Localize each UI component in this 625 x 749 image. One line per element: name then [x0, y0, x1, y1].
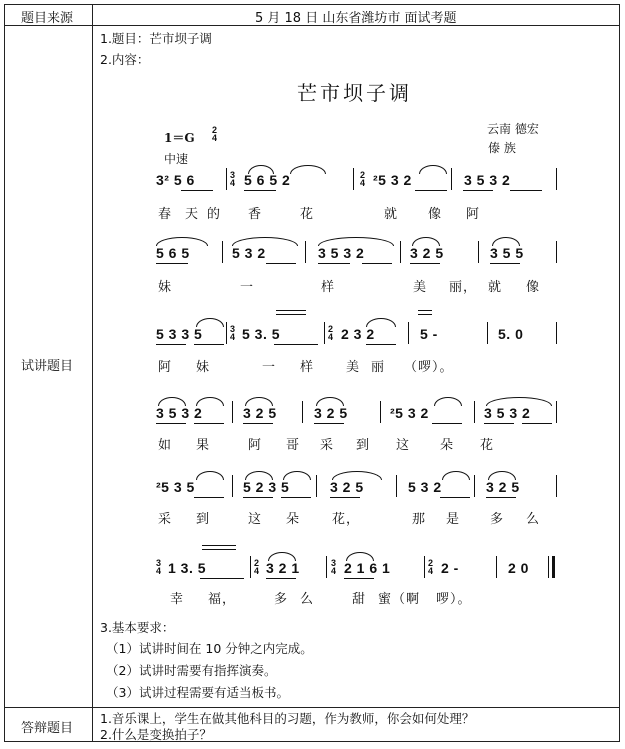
- beam-line: [486, 497, 516, 498]
- lyric: （啰）。: [404, 360, 454, 375]
- barline: [474, 401, 475, 423]
- lyric: 就: [384, 207, 399, 222]
- barline: [556, 322, 557, 344]
- score-measure: 1 3. 5: [168, 560, 207, 576]
- lyric: 美: [346, 360, 361, 375]
- score-measure: 3 2 5: [410, 245, 444, 261]
- lyric: 春: [158, 207, 173, 222]
- barline: [305, 241, 306, 263]
- beam-line: [522, 423, 552, 424]
- lyric: 阿: [248, 438, 263, 453]
- score-measure: 5 6 5 2: [244, 172, 291, 188]
- lyric: 到: [356, 438, 371, 453]
- beam-line: [243, 423, 273, 424]
- lyric: 朵: [286, 512, 301, 527]
- lyric: 采: [320, 438, 335, 453]
- lyric: 啰）。: [436, 592, 472, 607]
- lyric: 那: [412, 512, 427, 527]
- lyric: 的: [207, 207, 222, 222]
- lyric: 这: [396, 438, 411, 453]
- beam-line: [194, 497, 224, 498]
- trial-label: 试讲题目: [21, 359, 74, 374]
- lyric: 妹: [196, 360, 211, 375]
- barline: [556, 475, 557, 497]
- score-measure: 3 5 5: [490, 245, 524, 261]
- beam-line: [366, 344, 396, 345]
- beam-line: [281, 497, 311, 498]
- beam-line: [243, 497, 273, 498]
- lyric: 香: [248, 207, 263, 222]
- time-signature: 2 4: [254, 558, 260, 576]
- lyric: 样: [300, 360, 315, 375]
- lyric: 福，: [208, 592, 237, 607]
- score-measure: 2 -: [441, 560, 459, 576]
- requirement-item: （1）试讲时间在 10 分钟之内完成。: [106, 641, 313, 656]
- trial-content-label: 2.内容：: [100, 52, 150, 67]
- score-measure: 5 -: [420, 326, 438, 342]
- beam-line: [415, 190, 447, 191]
- barline: [302, 401, 303, 423]
- beam-line: [440, 497, 470, 498]
- defense-label: 答辩题目: [21, 721, 74, 736]
- barline: [451, 168, 452, 190]
- header-label: 题目来源: [21, 11, 74, 26]
- barline: [324, 322, 325, 344]
- barline: [380, 401, 381, 423]
- score-measure: 3 5 3 2: [318, 245, 365, 261]
- header-value: 5 月 18 日 山东省潍坊市 面试考题: [255, 11, 457, 26]
- score-measure: 2 0: [508, 560, 529, 576]
- time-signature: 2 4: [360, 170, 366, 188]
- lyric: 甜: [352, 592, 367, 607]
- score-measure: 3 2 1: [266, 560, 300, 576]
- score-measure: 5 2 3 5: [243, 479, 290, 495]
- beam-line: [266, 263, 296, 264]
- score-measure: 5 3 2: [232, 245, 266, 261]
- lyric: 天: [185, 207, 200, 222]
- lyric: 采: [158, 512, 173, 527]
- score-measure: 2 1 6 1: [344, 560, 391, 576]
- lyric: 多: [274, 592, 289, 607]
- lyric: 丽: [371, 360, 386, 375]
- beam-line: [344, 578, 374, 579]
- barline: [474, 475, 475, 497]
- beam-line: [194, 344, 224, 345]
- barline: [232, 475, 233, 497]
- barline: [496, 556, 497, 578]
- barline: [226, 322, 227, 344]
- lyric: 一: [262, 360, 277, 375]
- barline: [400, 241, 401, 263]
- score-ethnicity: 傣 族: [488, 141, 516, 155]
- trial-topic: 1.题目：芒市坝子调: [100, 31, 212, 46]
- beam-line: [156, 344, 186, 345]
- barline: [424, 556, 425, 578]
- score-measure: 5 6 5: [156, 245, 190, 261]
- lyric: 美: [413, 280, 428, 295]
- score-key: 1＝G: [164, 131, 195, 145]
- lyric: 到: [196, 512, 211, 527]
- ornament-mark: [202, 545, 236, 550]
- beam-line: [490, 263, 520, 264]
- lyric: 哥: [286, 438, 301, 453]
- barline: [408, 322, 409, 344]
- time-signature: 2 4: [428, 558, 434, 576]
- barline: [232, 401, 233, 423]
- lyric: 朵: [440, 438, 455, 453]
- beam-line: [156, 423, 186, 424]
- defense-question: 2.什么是变换拍子？: [100, 727, 212, 742]
- time-signature: 3 4: [156, 558, 162, 576]
- score-measure: 2 3 2: [341, 326, 375, 342]
- barline: [556, 168, 557, 190]
- lyric: 花，: [332, 512, 361, 527]
- beam-line: [432, 423, 462, 424]
- ornament-mark: [418, 310, 432, 315]
- final-barline: [548, 556, 555, 578]
- table-divider: [5, 707, 619, 708]
- barline: [396, 475, 397, 497]
- beam-line: [194, 423, 224, 424]
- barline: [556, 241, 557, 263]
- requirement-item: （3）试讲过程需要有适当板书。: [106, 685, 289, 700]
- lyric: 这: [248, 512, 263, 527]
- lyric: 丽，: [449, 280, 478, 295]
- lyric: 阿: [466, 207, 481, 222]
- lyric: 一: [240, 280, 255, 295]
- score-measure: 3 2 5: [243, 405, 277, 421]
- barline: [353, 168, 354, 190]
- barline: [316, 475, 317, 497]
- beam-line: [318, 263, 350, 264]
- lyric: 幸: [170, 592, 185, 607]
- time-signature: 3 4: [230, 324, 236, 342]
- lyric: 像: [526, 280, 541, 295]
- barline: [222, 241, 223, 263]
- barline: [326, 556, 327, 578]
- requirement-item: （2）试讲时需要有指挥演奏。: [106, 663, 277, 678]
- lyric: 就: [488, 280, 503, 295]
- beam-line: [410, 263, 440, 264]
- lyric: 像: [428, 207, 443, 222]
- barline: [487, 322, 488, 344]
- score-tempo: 中速: [164, 152, 189, 166]
- score-measure: 3 2 5: [330, 479, 364, 495]
- score-measure: 3 2 5: [314, 405, 348, 421]
- score-origin: 云南 德宏: [487, 122, 539, 136]
- beam-line: [274, 344, 318, 345]
- barline: [226, 168, 227, 190]
- score-measure: ²5 3 2: [373, 172, 412, 188]
- beam-line: [314, 423, 344, 424]
- score-measure: 5 3 3 5: [156, 326, 203, 342]
- beam-line: [200, 578, 244, 579]
- score-measure: 5 3. 5: [242, 326, 281, 342]
- time-signature: 3 4: [230, 170, 236, 188]
- score-measure: 3 5 3 2: [484, 405, 531, 421]
- ornament-mark: [276, 310, 306, 315]
- lyric: 花: [300, 207, 315, 222]
- lyric: 样: [321, 280, 336, 295]
- lyric: 么: [300, 592, 315, 607]
- defense-question: 1.音乐课上，学生在做其他科目的习题，作为教师，你会如何处理？: [100, 711, 475, 726]
- lyric: 多: [490, 512, 505, 527]
- score-time-signature: 2 4: [212, 125, 218, 143]
- score-measure: ²5 3 5: [156, 479, 195, 495]
- beam-line: [463, 190, 493, 191]
- beam-line: [362, 263, 392, 264]
- score-measure: ²5 3 2: [390, 405, 429, 421]
- beam-line: [266, 578, 296, 579]
- lyric: 阿: [158, 360, 173, 375]
- beam-line: [484, 423, 514, 424]
- barline: [250, 556, 251, 578]
- score-measure: 3 5 3 2: [464, 172, 511, 188]
- lyric: 如: [158, 438, 173, 453]
- beam-line: [330, 497, 360, 498]
- table-column-divider: [92, 5, 93, 741]
- score-measure: 5. 0: [498, 326, 524, 342]
- lyric: 是: [446, 512, 461, 527]
- score-measure: 3 2 5: [486, 479, 520, 495]
- barline: [556, 401, 557, 423]
- lyric: 果: [196, 438, 211, 453]
- time-signature: 2 4: [328, 324, 334, 342]
- lyric: 蜜（啊: [378, 592, 421, 607]
- beam-line: [156, 263, 188, 264]
- barline: [478, 241, 479, 263]
- lyric: 么: [526, 512, 541, 527]
- score-measure: 3 5 3 2: [156, 405, 203, 421]
- lyric: 花: [480, 438, 495, 453]
- time-signature: 3 4: [331, 558, 337, 576]
- lyric: 妹: [158, 280, 173, 295]
- score-title: 芒市坝子调: [297, 81, 412, 105]
- score-measure: 3² 5 6: [156, 172, 195, 188]
- beam-line: [181, 190, 213, 191]
- score-measure: 5 3 2: [408, 479, 442, 495]
- requirements-label: 3.基本要求：: [100, 620, 175, 635]
- beam-line: [244, 190, 276, 191]
- beam-line: [510, 190, 542, 191]
